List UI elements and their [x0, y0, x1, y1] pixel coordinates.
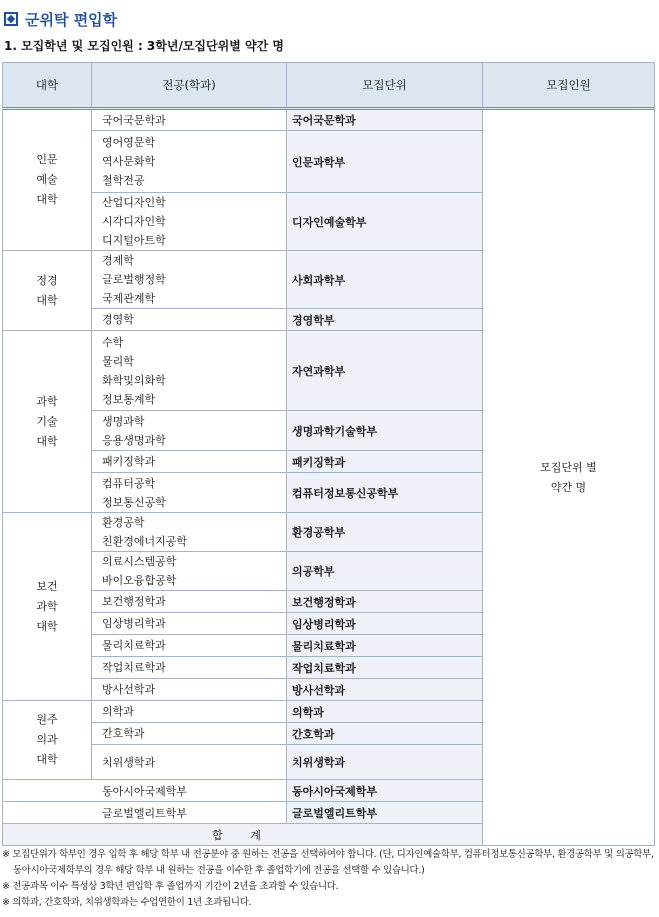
major-name: 철학전공 — [102, 174, 145, 187]
major-cell — [92, 745, 287, 780]
count-text: 약간 명 — [550, 480, 587, 494]
note-item: ※ 모집단위가 학부인 경우 입학 후 해당 학부 내 전공분야 중 원하는 전공을 선택하여야 합니다. (단, 디자인예술학부, 컴퓨터정보통신공학부, 환경공학부 및 의공학부, 동아시아국제학부의 경우 해당 학부 내 원하는 전공을 이수한 후 졸업학기에 전공을 선택할 수 있습니다.) — [2, 849, 654, 876]
section-title — [4, 9, 117, 29]
major-name: 간호학과 — [102, 727, 145, 740]
unit-cell: 간호학과 — [287, 723, 483, 745]
subtitle: 1. 모집학년 및 모집인원 : 3학년/모집단위별 약간 명 — [4, 39, 284, 53]
major-name: 디지털아트학 — [102, 234, 166, 247]
college-name-line: 기술 — [36, 414, 58, 428]
college-name-line: 인문 — [36, 153, 58, 166]
unit-cell: 디자인예술학부 — [287, 193, 483, 251]
unit-cell: 패키징학과 — [287, 451, 483, 473]
unit-cell: 환경공학부 — [287, 513, 483, 552]
major-cell — [92, 251, 287, 309]
college-name-line: 대학 — [36, 193, 58, 206]
major-name: 컴퓨터공학 — [102, 476, 156, 490]
standalone-major-cell: 동아시아국제학부 — [3, 780, 287, 802]
standalone-major-cell: 글로벌엘리트학부 — [3, 802, 287, 824]
college-cell — [3, 109, 92, 251]
recruitment-table — [2, 62, 655, 846]
major-cell — [92, 723, 287, 745]
major-name: 보건행정학과 — [102, 595, 166, 608]
header-college: 대학 — [3, 63, 92, 109]
section-title-text: 군위탁 편입학 — [25, 10, 118, 29]
major-name: 산업디자인학 — [102, 196, 166, 209]
major-name: 경영학 — [102, 313, 134, 326]
unit-cell: 생명과학기술학부 — [287, 411, 483, 451]
unit-cell: 보건행정학과 — [287, 591, 483, 613]
unit-cell: 경영학부 — [287, 309, 483, 331]
count-cell — [483, 109, 655, 846]
college-name-line: 보건 — [36, 579, 58, 593]
header-major: 전공(학과) — [92, 63, 287, 109]
major-name: 국어국문학과 — [102, 113, 166, 127]
major-cell — [92, 613, 287, 635]
major-name: 화학및의화학 — [102, 373, 166, 387]
major-cell — [92, 513, 287, 552]
major-name: 응용생명과학 — [102, 433, 166, 447]
unit-cell: 국어국문학과 — [287, 109, 483, 131]
major-name: 패키징학과 — [102, 455, 156, 468]
note-item: ※ 의학과, 간호학과, 치위생학과는 수업연한이 1년 초과됩니다. — [2, 897, 252, 908]
unit-cell: 치위생학과 — [287, 745, 483, 780]
college-name-line: 과학 — [36, 394, 58, 408]
major-cell — [92, 701, 287, 723]
total-label: 합 계 — [3, 824, 483, 846]
major-cell — [92, 473, 287, 513]
major-name: 작업치료학과 — [102, 661, 166, 674]
notes — [2, 847, 656, 911]
college-name-line: 정경 — [36, 273, 58, 287]
unit-cell: 사회과학부 — [287, 251, 483, 309]
college-cell — [3, 251, 92, 331]
unit-cell: 글로벌엘리트학부 — [287, 802, 483, 824]
college-name-line: 대학 — [36, 753, 58, 766]
major-name: 경제학 — [102, 254, 134, 267]
header-count: 모집인원 — [483, 63, 655, 109]
unit-cell: 의학과 — [287, 701, 483, 723]
major-name: 글로벌행정학 — [102, 273, 166, 286]
unit-cell: 인문과학부 — [287, 131, 483, 193]
major-cell — [92, 657, 287, 679]
major-name: 역사문화학 — [102, 155, 156, 168]
major-name: 물리학 — [102, 354, 134, 368]
major-name: 국제관계학 — [102, 292, 156, 305]
major-cell — [92, 552, 287, 591]
college-name-line: 예술 — [36, 173, 58, 186]
unit-cell: 임상병리학과 — [287, 613, 483, 635]
major-name: 임상병리학과 — [102, 617, 166, 630]
table-row — [3, 109, 655, 131]
college-cell — [3, 331, 92, 513]
major-name: 물리치료학과 — [102, 639, 166, 652]
count-text: 모집단위 별 — [540, 460, 597, 474]
major-cell — [92, 635, 287, 657]
unit-cell: 의공학부 — [287, 552, 483, 591]
major-name: 친환경에너지공학 — [102, 535, 188, 548]
major-name: 생명과학 — [102, 414, 145, 428]
major-cell — [92, 109, 287, 131]
major-name: 의학과 — [102, 705, 134, 718]
major-name: 방사선학과 — [102, 683, 156, 696]
major-cell — [92, 591, 287, 613]
college-cell — [3, 701, 92, 780]
college-name-line: 대학 — [36, 434, 58, 448]
major-name: 수학 — [102, 335, 124, 349]
major-name: 영어영문학 — [102, 136, 156, 149]
unit-cell: 컴퓨터정보통신공학부 — [287, 473, 483, 513]
major-cell — [92, 331, 287, 411]
major-name: 환경공학 — [102, 516, 145, 529]
college-cell — [3, 513, 92, 701]
unit-cell: 동아시아국제학부 — [287, 780, 483, 802]
college-name-line: 의과 — [36, 733, 58, 746]
note-item: ※ 전공과목 이수 특성상 3학년 편입학 후 졸업까지 기간이 2년을 초과할 수 있습니다. — [2, 881, 339, 892]
unit-cell: 자연과학부 — [287, 331, 483, 411]
college-name-line: 과학 — [36, 599, 58, 613]
major-cell — [92, 679, 287, 701]
major-cell — [92, 309, 287, 331]
diamond-bullet-icon — [4, 12, 18, 26]
major-name: 바이오융합공학 — [102, 574, 177, 587]
major-cell — [92, 131, 287, 193]
unit-cell: 작업치료학과 — [287, 657, 483, 679]
major-cell — [92, 451, 287, 473]
college-name-line: 원주 — [36, 713, 58, 726]
major-cell — [92, 411, 287, 451]
major-name: 치위생학과 — [102, 755, 156, 769]
header-unit: 모집단위 — [287, 63, 483, 109]
table-header-row — [3, 63, 655, 109]
major-name: 정보통신공학 — [102, 495, 166, 509]
unit-cell: 물리치료학과 — [287, 635, 483, 657]
college-name-line: 대학 — [36, 619, 58, 633]
major-name: 의료시스템공학 — [102, 555, 177, 568]
college-name-line: 대학 — [36, 293, 58, 307]
major-name: 시각디자인학 — [102, 215, 166, 228]
major-cell — [92, 193, 287, 251]
unit-cell: 방사선학과 — [287, 679, 483, 701]
major-name: 정보통계학 — [102, 392, 156, 406]
